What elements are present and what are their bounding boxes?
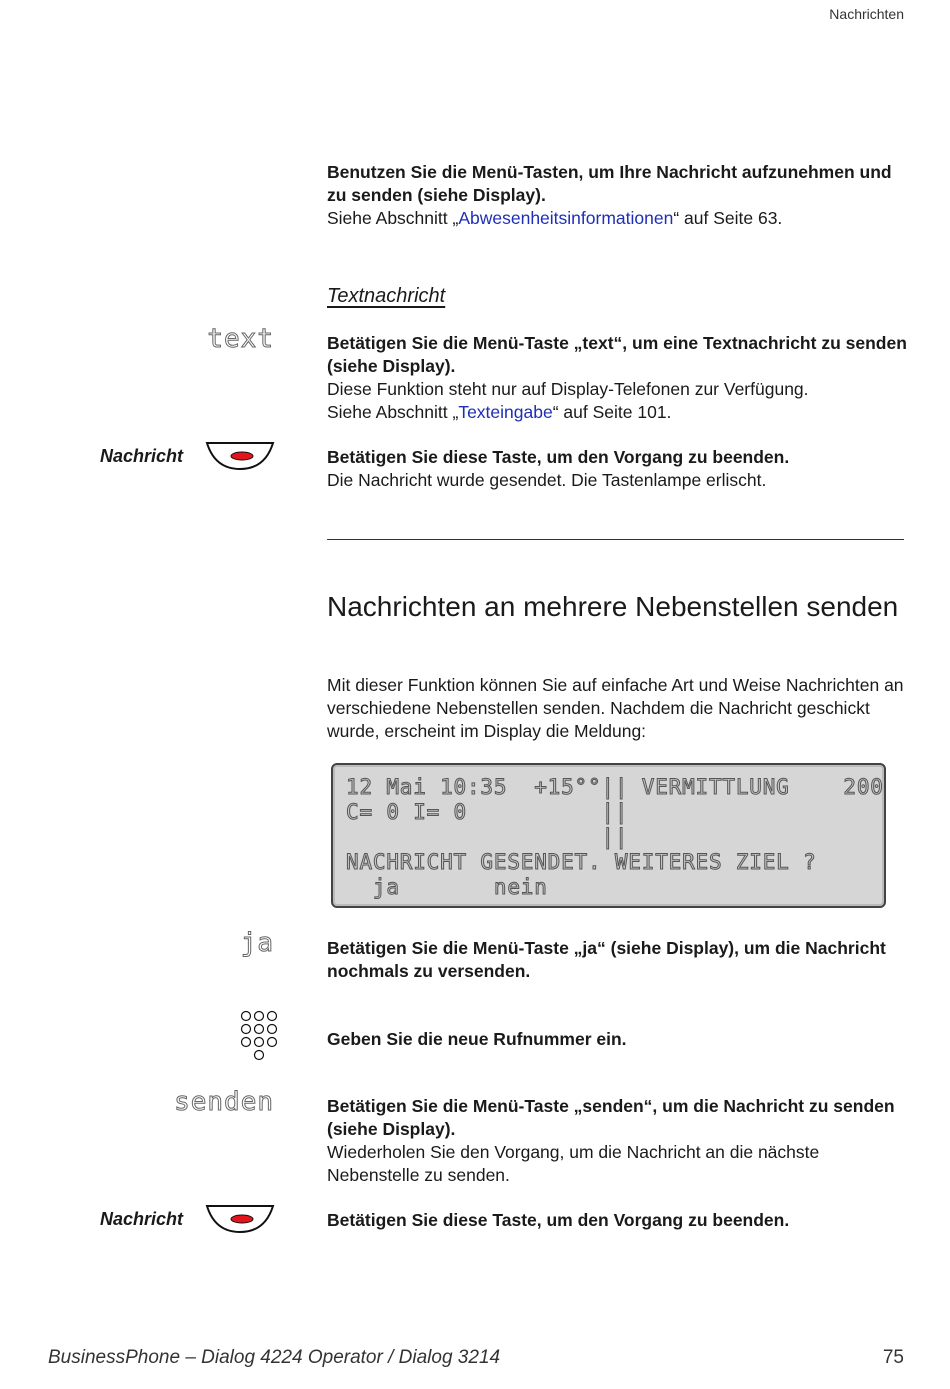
nachricht-key-icon — [205, 441, 275, 471]
ref-prefix: Siehe Abschnitt „ — [327, 402, 459, 422]
ref-suffix: “ auf Seite 101. — [552, 402, 672, 422]
display-line: ja nein — [346, 875, 548, 899]
display-line: C= 0 I= 0 || — [346, 800, 629, 824]
subheading-textnachricht: Textnachricht — [327, 285, 446, 307]
footer-title: BusinessPhone – Dialog 4224 Operator / Dialog 3214 — [48, 1347, 501, 1368]
instruction-senden-key — [327, 1095, 907, 1187]
softkey-senden-label: senden — [174, 1087, 274, 1117]
running-header: Nachrichten — [829, 6, 904, 22]
instruction-note: Diese Funktion steht nur auf Display-Telefonen zur Verfügung. — [327, 379, 809, 399]
softkey-ja-label: ja — [240, 928, 274, 958]
instruction-note: Die Nachricht wurde gesendet. Die Tastenlampe erlischt. — [327, 470, 767, 490]
link-abwesenheitsinformationen[interactable]: Abwesenheitsinformationen — [458, 208, 674, 228]
instruction-keypad — [327, 1028, 907, 1051]
section-divider — [327, 539, 904, 540]
instruction-bold: Betätigen Sie die Menü-Taste „ja“ (siehe Display), um die Nachricht nochmals zu versenden. — [327, 938, 886, 981]
instruction-end-2 — [327, 1209, 907, 1232]
cross-reference — [327, 207, 907, 230]
instruction-bold: Betätigen Sie diese Taste, um den Vorgang zu beenden. — [327, 1210, 790, 1230]
section-intro: Mit dieser Funktion können Sie auf einfache Art und Weise Nachrichten an verschiedene Nebenstellen senden. Nachdem die Nachricht geschickt wurde, erscheint im Display die Meldung: — [327, 675, 904, 741]
phone-display — [331, 763, 886, 908]
nachricht-key-icon — [205, 1204, 275, 1234]
keypad-icon — [240, 1010, 280, 1062]
instruction-menu-keys — [327, 161, 907, 230]
page-number: 75 — [882, 1347, 904, 1368]
instruction-bold: Betätigen Sie die Menü-Taste „senden“, um die Nachricht zu senden (siehe Display). — [327, 1096, 895, 1139]
instruction-note: Wiederholen Sie den Vorgang, um die Nachricht an die nächste Nebenstelle zu senden. — [327, 1142, 820, 1185]
section-title: Nachrichten an mehrere Nebenstellen senden — [327, 591, 899, 622]
softkey-text-label: text — [207, 324, 274, 354]
nachricht-key-label: Nachricht — [100, 446, 184, 466]
ref-suffix: “ auf Seite 63. — [673, 208, 783, 228]
instruction-bold: Betätigen Sie diese Taste, um den Vorgang zu beenden. — [327, 447, 790, 467]
display-line: NACHRICHT GESENDET. WEITERES ZIEL ? — [346, 850, 817, 874]
instruction-bold: Betätigen Sie die Menü-Taste „text“, um eine Textnachricht zu senden (siehe Display). — [327, 333, 907, 376]
cross-reference — [327, 401, 907, 424]
nachricht-key-label: Nachricht — [100, 1209, 184, 1229]
display-line: 12 Mai 10:35 +15°°|| VERMITTLUNG 200 — [346, 775, 884, 799]
instruction-end-1 — [327, 446, 907, 492]
ref-prefix: Siehe Abschnitt „ — [327, 208, 459, 228]
instruction-ja-key — [327, 937, 907, 983]
instruction-bold: Geben Sie die neue Rufnummer ein. — [327, 1029, 627, 1049]
display-line: || — [346, 825, 629, 849]
instruction-bold: Benutzen Sie die Menü-Tasten, um Ihre Nachricht aufzunehmen und zu senden (siehe Display). — [327, 162, 892, 205]
instruction-text-key — [327, 332, 907, 424]
link-texteingabe[interactable]: Texteingabe — [458, 402, 553, 422]
